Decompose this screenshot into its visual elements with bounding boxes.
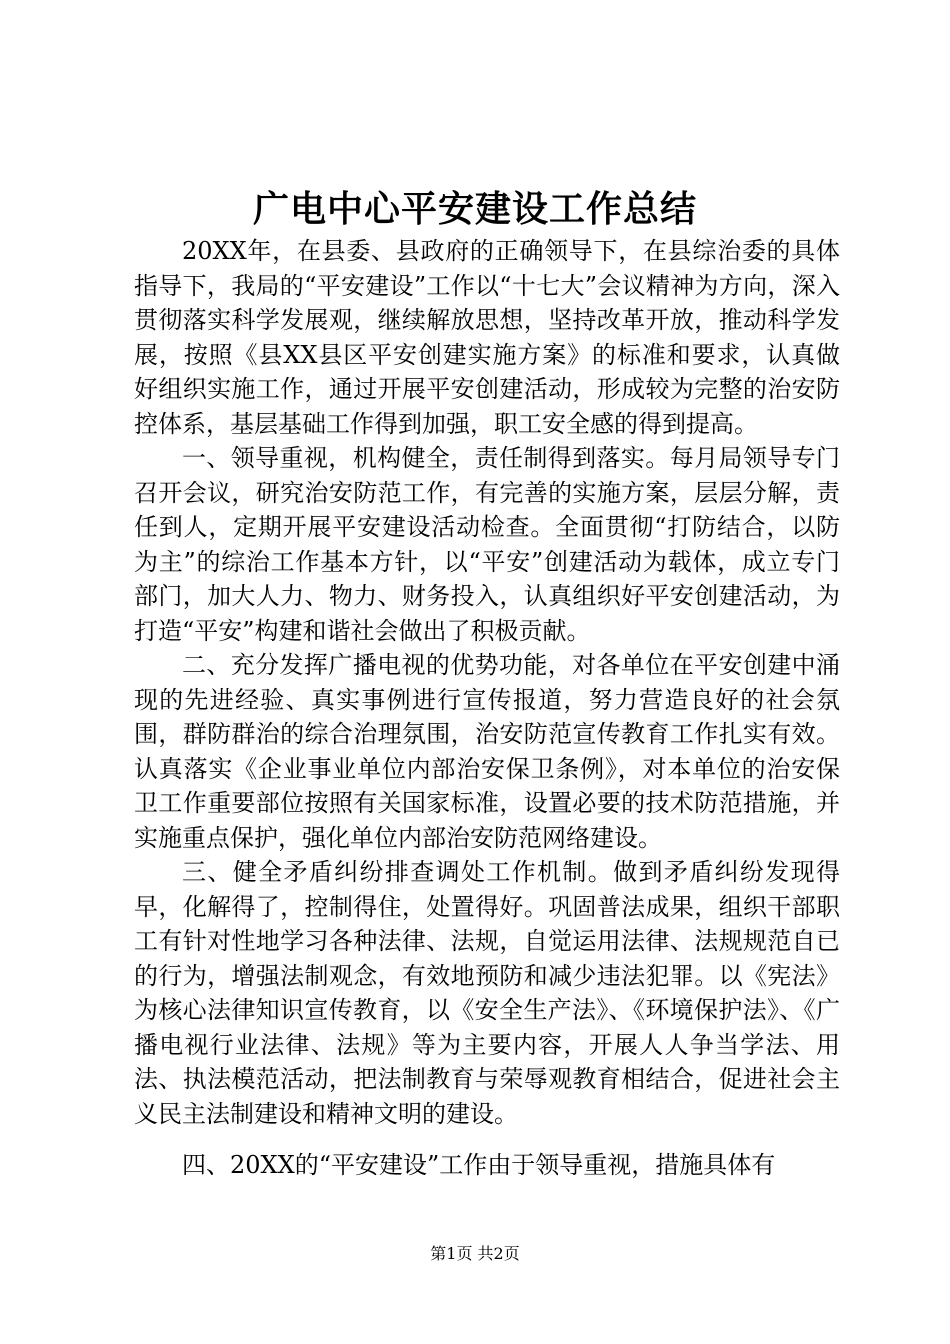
page-number-footer: 第1页 共2页 <box>430 1244 520 1263</box>
paragraph-section-3: 三、健全矛盾纠纷排查调处工作机制。做到矛盾纠纷发现得早，化解得了，控制得住，处置得好。巩固普法成果，组织干部职工有针对性地学习各种法律、法规，自觉运用法律、法规规范自已的行为，增强法制观念，有效地预防和减少违法犯罪。以《宪法》为核心法律知识宣传教育，以《安全生产法》、《环境保护法》、《广播电视行业法律、法规》等为主要内容，开展人人争当学法、用法、执法模范活动，把法制教育与荣辱观教育相结合，促进社会主义民主法制建设和精神文明的建设。 <box>134 858 840 1128</box>
paragraph-section-2: 二、充分发挥广播电视的优势功能，对各单位在平安创建中涌现的先进经验、真实事例进行宣传报道，努力营造良好的社会氛围，群防群治的综合治理氛围，治安防范宣传教育工作扎实有效。认真落实《企业事业单位内部治安保卫条例》，对本单位的治安保卫工作重要部位按照有关国家标准，设置必要的技术防范措施，并实施重点保护，强化单位内部治安防范网络建设。 <box>134 651 840 852</box>
paragraph-section-4: 四、20XX的“平安建设”工作由于领导重视，措施具体有 <box>182 1151 776 1179</box>
document-title: 广电中心平安建设工作总结 <box>252 188 697 230</box>
document-body <box>134 234 840 1131</box>
paragraph-intro: 20XX年，在县委、县政府的正确领导下，在县综治委的具体指导下，我局的“平安建设”工作以“十七大”会议精神为方向，深入贯彻落实科学发展观，继续解放思想，坚持改革开放，推动科学发展，按照《县XX县区平安创建实施方案》的标准和要求，认真做好组织实施工作，通过开展平安创建活动，形成较为完整的治安防控体系，基层基础工作得到加强，职工安全感的得到提高。 <box>134 237 840 438</box>
paragraph-section-1: 一、领导重视，机构健全，责任制得到落实。每月局领导专门召开会议，研究治安防范工作，有完善的实施方案，层层分解，责任到人，定期开展平安建设活动检查。全面贯彻“打防结合，以防为主”的综治工作基本方针，以“平安”创建活动为载体，成立专门部门，加大人力、物力、财务投入，认真组织好平安创建活动，为打造“平安”构建和谐社会做出了积极贡献。 <box>134 444 840 645</box>
